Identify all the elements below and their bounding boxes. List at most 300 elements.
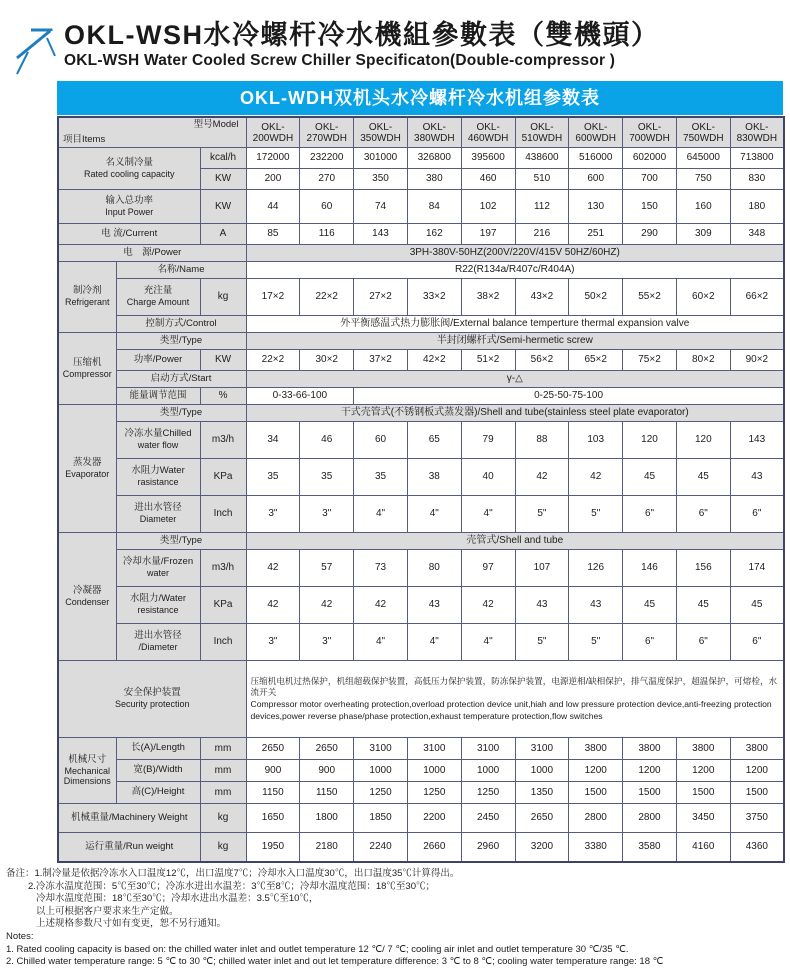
value-cell: 42	[569, 459, 623, 496]
note-zh-4: 以上可根据客户要求来生产定做。	[36, 905, 179, 917]
value-cell: 55×2	[623, 279, 677, 316]
model-header-cell: OKL- 380WDH	[407, 117, 461, 148]
refrigerant-group-zh: 制冷剂	[72, 285, 102, 297]
value-cell: 1500	[730, 782, 784, 804]
page-header	[0, 0, 790, 76]
value-cell: 4"	[407, 496, 461, 533]
security-label	[58, 661, 246, 738]
evaporator-type-value: 干式壳管式(不锈钢板式蒸发器)/Shell and tube(stainless steel plate evaporator)	[246, 405, 784, 422]
control-value: 外平衡感温式热力膨胀阀/External balance temperture thermal expansion valve	[246, 316, 784, 333]
current-label: 电 流/Current	[58, 224, 200, 245]
refrigerant-name-label: 名称/Name	[116, 262, 246, 279]
value-cell: 80	[407, 550, 461, 587]
unit-compressor-power: KW	[200, 350, 246, 371]
value-cell: 35	[246, 459, 300, 496]
value-cell: 460	[461, 169, 515, 190]
value-cell: 172000	[246, 148, 300, 169]
value-cell: 2650	[300, 738, 354, 760]
value-cell: 270	[300, 169, 354, 190]
value-cell: 6"	[676, 496, 730, 533]
value-cell: 6"	[730, 496, 784, 533]
value-cell: 73	[354, 550, 408, 587]
unit-current: A	[200, 224, 246, 245]
security-text-zh: 压缩机电机过热保护，机组超载保护装置，高低压力保护装置，防冻保护装置，电源逆相/缺相保护，排气温度保护，超温保护，可熔栓，水流开关	[250, 675, 778, 698]
refrigerant-name-value: R22(R134a/R407c/R404A)	[246, 262, 784, 279]
value-cell: 38×2	[461, 279, 515, 316]
value-cell: 2800	[569, 804, 623, 833]
value-cell: 1500	[676, 782, 730, 804]
evap-diameter-label	[116, 496, 200, 533]
value-cell: 45	[676, 587, 730, 624]
value-cell: 700	[623, 169, 677, 190]
value-cell: 33×2	[407, 279, 461, 316]
input-power-label-zh: 输入总功率	[105, 194, 153, 206]
value-cell: 1350	[515, 782, 569, 804]
row-evaporator-type	[58, 405, 784, 422]
value-cell: 84	[407, 190, 461, 224]
row-cond-diameter	[58, 624, 784, 661]
value-cell: 79	[461, 422, 515, 459]
value-cell: 6"	[623, 496, 677, 533]
evaporator-type-label: 类型/Type	[116, 405, 246, 422]
value-cell: 3580	[623, 833, 677, 863]
unit-cond-resistance: KPa	[200, 587, 246, 624]
unit-evap-resistance: KPa	[200, 459, 246, 496]
value-cell: 3800	[730, 738, 784, 760]
value-cell: 2240	[354, 833, 408, 863]
security-text	[246, 661, 784, 738]
value-cell: 197	[461, 224, 515, 245]
cooling-flow-label-en: water	[146, 568, 169, 579]
value-cell: 2180	[300, 833, 354, 863]
cond-diameter-label-zh: 进出水管径	[134, 630, 182, 642]
row-width	[58, 760, 784, 782]
cond-resistance-label-en: resistance	[137, 605, 179, 616]
corner-model-label: 型号Model	[193, 119, 239, 130]
chilled-flow-label-en: water flow	[137, 440, 179, 451]
value-cell: 42×2	[407, 350, 461, 371]
value-cell: 200	[246, 169, 300, 190]
spec-table	[57, 116, 785, 863]
condenser-group-en: Condenser	[65, 596, 110, 607]
corner-cell	[58, 117, 246, 148]
rated-capacity-label	[58, 148, 200, 190]
value-cell: 395600	[461, 148, 515, 169]
value-cell: 6"	[676, 624, 730, 661]
run-weight-label: 运行重量/Run weight	[58, 833, 200, 863]
evaporator-group-en: Evaporator	[65, 468, 110, 479]
compressor-power-label: 功率/Power	[116, 350, 200, 371]
value-cell: 301000	[354, 148, 408, 169]
unit-evap-diameter: Inch	[200, 496, 246, 533]
unit-chilled-flow: m3/h	[200, 422, 246, 459]
value-cell: 130	[569, 190, 623, 224]
value-cell: 1200	[676, 760, 730, 782]
value-cell: 602000	[623, 148, 677, 169]
brand-arrow-icon	[14, 24, 60, 76]
row-refrigerant-name	[58, 262, 784, 279]
model-header-cell: OKL- 460WDH	[461, 117, 515, 148]
value-cell: 1000	[461, 760, 515, 782]
input-power-label	[58, 190, 200, 224]
value-cell: 45	[676, 459, 730, 496]
value-cell: 4"	[354, 624, 408, 661]
value-cell: 1000	[515, 760, 569, 782]
value-cell: 3"	[246, 496, 300, 533]
value-cell: 3800	[569, 738, 623, 760]
value-cell: 510	[515, 169, 569, 190]
value-cell: 40	[461, 459, 515, 496]
value-cell: 60	[354, 422, 408, 459]
value-cell: 150	[623, 190, 677, 224]
row-refrigerant-charge	[58, 279, 784, 316]
value-cell: 143	[354, 224, 408, 245]
value-cell: 75×2	[623, 350, 677, 371]
value-cell: 156	[676, 550, 730, 587]
value-cell: 1000	[407, 760, 461, 782]
value-cell: 34	[246, 422, 300, 459]
row-compressor-power	[58, 350, 784, 371]
value-cell: 5"	[569, 496, 623, 533]
row-compressor-type	[58, 333, 784, 350]
row-cooling-flow	[58, 550, 784, 587]
model-header-cell: OKL- 600WDH	[569, 117, 623, 148]
value-cell: 45	[623, 459, 677, 496]
unit-cooling-flow: m3/h	[200, 550, 246, 587]
value-cell: 3"	[300, 496, 354, 533]
energy-adjust-label: 能量调节范围	[116, 388, 200, 405]
value-cell: 66×2	[730, 279, 784, 316]
value-cell: 42	[246, 587, 300, 624]
value-cell: 60	[300, 190, 354, 224]
value-cell: 2660	[407, 833, 461, 863]
row-run-weight	[58, 833, 784, 863]
value-cell: 160	[676, 190, 730, 224]
energy-range-right: 0-25-50-75-100	[354, 388, 784, 405]
value-cell: 65	[407, 422, 461, 459]
corner-items-label: 项目Items	[63, 133, 106, 145]
page-title-zh: OKL-WSH水冷螺杆冷水機組參數表（雙機頭）	[64, 20, 660, 50]
value-cell: 46	[300, 422, 354, 459]
model-header-cell: OKL- 700WDH	[623, 117, 677, 148]
notes-block	[6, 868, 790, 969]
value-cell: 85	[246, 224, 300, 245]
row-rated-kcal	[58, 148, 784, 169]
control-label: 控制方式/Control	[116, 316, 246, 333]
value-cell: 3100	[407, 738, 461, 760]
value-cell: 180	[730, 190, 784, 224]
value-cell: 830	[730, 169, 784, 190]
value-cell: 44	[246, 190, 300, 224]
value-cell: 4"	[461, 624, 515, 661]
value-cell: 146	[623, 550, 677, 587]
charge-amount-label-zh: 充注量	[143, 285, 173, 297]
row-security	[58, 661, 784, 738]
cond-resistance-label	[116, 587, 200, 624]
unit-input-power: KW	[200, 190, 246, 224]
row-cond-resistance	[58, 587, 784, 624]
value-cell: 60×2	[676, 279, 730, 316]
height-label: 高(C)/Height	[116, 782, 200, 804]
evap-resistance-label	[116, 459, 200, 496]
value-cell: 251	[569, 224, 623, 245]
model-header-cell: OKL- 350WDH	[354, 117, 408, 148]
page-title-en: OKL-WSH Water Cooled Screw Chiller Specificaton(Double-compressor )	[64, 52, 616, 70]
value-cell: 22×2	[300, 279, 354, 316]
evap-resistance-label-en: rasistance	[137, 477, 179, 488]
value-cell: 65×2	[569, 350, 623, 371]
cooling-flow-label	[116, 550, 200, 587]
compressor-type-label: 类型/Type	[116, 333, 246, 350]
charge-amount-label-en: Charge Amount	[126, 297, 190, 308]
value-cell: 174	[730, 550, 784, 587]
value-cell: 22×2	[246, 350, 300, 371]
value-cell: 1250	[407, 782, 461, 804]
refrigerant-group-label	[58, 262, 116, 333]
mechanical-group-zh: 机械尺寸	[68, 753, 107, 765]
unit-height: mm	[200, 782, 246, 804]
security-text-en: Compressor motor overheating protection,overload protection device unit,hiah and low pressure protection device,anti-freezing protection devices,power reverse phase/phase protection,exhaust temperature protection,flow switches	[250, 699, 772, 721]
value-cell: 56×2	[515, 350, 569, 371]
unit-cond-diameter: Inch	[200, 624, 246, 661]
cooling-flow-label-zh: 冷却水量/Frozen	[122, 556, 194, 568]
charge-amount-label	[116, 279, 200, 316]
value-cell: 4160	[676, 833, 730, 863]
value-cell: 38	[407, 459, 461, 496]
value-cell: 348	[730, 224, 784, 245]
condenser-group-label	[58, 533, 116, 661]
value-cell: 4360	[730, 833, 784, 863]
row-evap-resistance	[58, 459, 784, 496]
value-cell: 1250	[354, 782, 408, 804]
value-cell: 5"	[515, 496, 569, 533]
row-machinery-weight	[58, 804, 784, 833]
evap-diameter-label-zh: 进出水管径	[134, 502, 182, 514]
value-cell: 45	[623, 587, 677, 624]
chilled-flow-label	[116, 422, 200, 459]
value-cell: 2650	[515, 804, 569, 833]
row-evap-diameter	[58, 496, 784, 533]
start-mode-value: γ-△	[246, 371, 784, 388]
value-cell: 900	[300, 760, 354, 782]
value-cell: 380	[407, 169, 461, 190]
model-header-cell: OKL- 830WDH	[730, 117, 784, 148]
value-cell: 3200	[515, 833, 569, 863]
value-cell: 1850	[354, 804, 408, 833]
value-cell: 2800	[623, 804, 677, 833]
evaporator-group-label	[58, 405, 116, 533]
value-cell: 50×2	[569, 279, 623, 316]
value-cell: 6"	[730, 624, 784, 661]
value-cell: 232200	[300, 148, 354, 169]
value-cell: 1000	[354, 760, 408, 782]
model-header-row	[58, 117, 784, 148]
value-cell: 6"	[623, 624, 677, 661]
value-cell: 42	[461, 587, 515, 624]
value-cell: 57	[300, 550, 354, 587]
value-cell: 2650	[246, 738, 300, 760]
row-condenser-type	[58, 533, 784, 550]
value-cell: 43×2	[515, 279, 569, 316]
value-cell: 42	[246, 550, 300, 587]
row-height	[58, 782, 784, 804]
condenser-type-label: 类型/Type	[116, 533, 246, 550]
value-cell: 645000	[676, 148, 730, 169]
model-header-cell: OKL- 200WDH	[246, 117, 300, 148]
value-cell: 900	[246, 760, 300, 782]
value-cell: 112	[515, 190, 569, 224]
value-cell: 3100	[515, 738, 569, 760]
value-cell: 107	[515, 550, 569, 587]
rated-capacity-label-en: Rated cooling capacity	[83, 168, 175, 179]
row-energy-adjust	[58, 388, 784, 405]
value-cell: 2960	[461, 833, 515, 863]
value-cell: 4"	[407, 624, 461, 661]
value-cell: 438600	[515, 148, 569, 169]
condenser-type-value: 壳管式/Shell and tube	[246, 533, 784, 550]
chilled-flow-label-zh: 冷冻水量Chilled	[124, 428, 192, 440]
width-label: 宽(B)/Width	[116, 760, 200, 782]
mechanical-group-en1: Mechanical	[64, 765, 111, 776]
value-cell: 3380	[569, 833, 623, 863]
mechanical-group-en2: Dimensions	[63, 775, 111, 786]
rated-capacity-label-zh: 名义制冷量	[105, 156, 153, 168]
value-cell: 43	[515, 587, 569, 624]
unit-machinery-weight: kg	[200, 804, 246, 833]
machinery-weight-label: 机械重量/Machinery Weight	[58, 804, 200, 833]
row-current	[58, 224, 784, 245]
value-cell: 1200	[623, 760, 677, 782]
value-cell: 126	[569, 550, 623, 587]
value-cell: 116	[300, 224, 354, 245]
mechanical-group-label	[58, 738, 116, 804]
value-cell: 3800	[623, 738, 677, 760]
unit-charge: kg	[200, 279, 246, 316]
energy-range-left: 0-33-66-100	[246, 388, 354, 405]
value-cell: 326800	[407, 148, 461, 169]
value-cell: 42	[354, 587, 408, 624]
value-cell: 143	[730, 422, 784, 459]
value-cell: 5"	[515, 624, 569, 661]
value-cell: 3100	[461, 738, 515, 760]
value-cell: 3"	[300, 624, 354, 661]
compressor-group-zh: 压缩机	[72, 356, 102, 368]
evaporator-group-zh: 蒸发器	[72, 456, 102, 468]
cond-resistance-label-zh: 水阻力/Water	[129, 593, 187, 605]
value-cell: 2450	[461, 804, 515, 833]
evap-resistance-label-zh: 水阻力Water	[131, 465, 185, 477]
note-en-0: Notes:	[6, 930, 34, 942]
value-cell: 1200	[730, 760, 784, 782]
value-cell: 42	[300, 587, 354, 624]
power-supply-value: 3PH-380V-50HZ(200V/220V/415V 50HZ/60HZ)	[246, 245, 784, 262]
security-label-en: Security protection	[114, 699, 190, 710]
value-cell: 1800	[300, 804, 354, 833]
value-cell: 2200	[407, 804, 461, 833]
value-cell: 1500	[623, 782, 677, 804]
row-compressor-start	[58, 371, 784, 388]
evap-diameter-label-en: Diameter	[139, 514, 177, 525]
row-chilled-flow	[58, 422, 784, 459]
start-mode-label: 启动方式/Start	[116, 371, 246, 388]
length-label: 长(A)/Length	[116, 738, 200, 760]
value-cell: 162	[407, 224, 461, 245]
value-cell: 102	[461, 190, 515, 224]
value-cell: 51×2	[461, 350, 515, 371]
row-refrigerant-control	[58, 316, 784, 333]
value-cell: 35	[300, 459, 354, 496]
value-cell: 3750	[730, 804, 784, 833]
value-cell: 120	[623, 422, 677, 459]
value-cell: 309	[676, 224, 730, 245]
title-block	[64, 20, 659, 70]
table-banner: OKL-WDH双机头水冷螺杆冷水机组参数表	[57, 81, 783, 115]
cond-diameter-label-en: /Diameter	[138, 642, 178, 653]
value-cell: 4"	[461, 496, 515, 533]
refrigerant-group-en: Refrigerant	[64, 297, 110, 308]
row-input-power	[58, 190, 784, 224]
value-cell: 74	[354, 190, 408, 224]
value-cell: 43	[569, 587, 623, 624]
value-cell: 750	[676, 169, 730, 190]
input-power-label-en: Input Power	[105, 206, 154, 217]
unit-kcal: kcal/h	[200, 148, 246, 169]
unit-run-weight: kg	[200, 833, 246, 863]
security-label-zh: 安全保护装置	[123, 687, 181, 699]
value-cell: 37×2	[354, 350, 408, 371]
unit-energy: %	[200, 388, 246, 405]
value-cell: 43	[730, 459, 784, 496]
model-header-cell: OKL- 270WDH	[300, 117, 354, 148]
compressor-group-label	[58, 333, 116, 405]
note-en-1: 1. Rated cooling capacity is based on: the chilled water inlet and outlet temperature 12 ℃/ 7 ℃; cooling air inlet and outlet temperature 30 ℃/35 ℃.	[6, 943, 629, 955]
value-cell: 713800	[730, 148, 784, 169]
value-cell: 1500	[569, 782, 623, 804]
value-cell: 45	[730, 587, 784, 624]
condenser-group-zh: 冷凝器	[72, 584, 102, 596]
value-cell: 1150	[300, 782, 354, 804]
value-cell: 1150	[246, 782, 300, 804]
content-column	[57, 81, 783, 863]
unit-kw: KW	[200, 169, 246, 190]
value-cell: 80×2	[676, 350, 730, 371]
model-header-cell: OKL- 750WDH	[676, 117, 730, 148]
unit-length: mm	[200, 738, 246, 760]
value-cell: 3450	[676, 804, 730, 833]
value-cell: 42	[515, 459, 569, 496]
row-power-supply	[58, 245, 784, 262]
value-cell: 17×2	[246, 279, 300, 316]
value-cell: 27×2	[354, 279, 408, 316]
value-cell: 290	[623, 224, 677, 245]
compressor-group-en: Compressor	[62, 368, 112, 379]
value-cell: 97	[461, 550, 515, 587]
cond-diameter-label	[116, 624, 200, 661]
value-cell: 1650	[246, 804, 300, 833]
value-cell: 30×2	[300, 350, 354, 371]
value-cell: 1250	[461, 782, 515, 804]
note-zh-3: 冷却水温度范围：18℃至30℃；冷却水进出水温差：3.5℃至10℃，	[36, 893, 319, 905]
value-cell: 600	[569, 169, 623, 190]
value-cell: 1950	[246, 833, 300, 863]
value-cell: 1200	[569, 760, 623, 782]
note-zh-1: 备注：1.制冷量是依据冷冻水入口温度12℃，出口温度7℃；冷却水入口温度30℃，出口温度35℃计算得出。	[6, 868, 460, 879]
value-cell: 4"	[354, 496, 408, 533]
unit-width: mm	[200, 760, 246, 782]
value-cell: 120	[676, 422, 730, 459]
value-cell: 35	[354, 459, 408, 496]
value-cell: 216	[515, 224, 569, 245]
